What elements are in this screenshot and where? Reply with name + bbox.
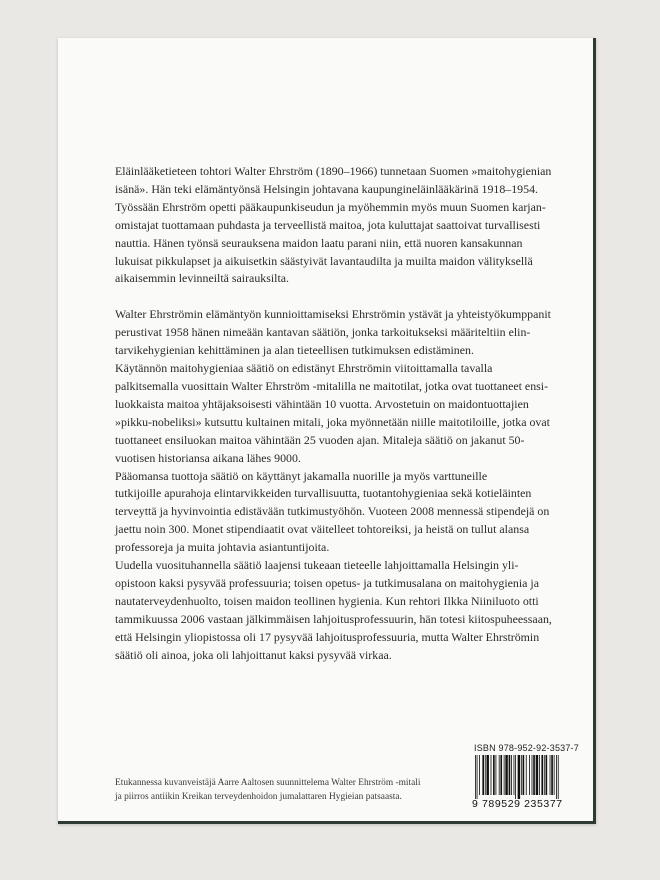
text-line: että Helsingin yliopistossa oli 17 pysyvää lahjoitusprofessuuria, mutta Walter Ehrströmin xyxy=(115,629,540,644)
text-line: opistoon kaksi pysyvää professuuria; toisen opetus- ja tutkimusalana on maitohygienia ja xyxy=(115,575,540,590)
barcode-bar xyxy=(504,755,505,795)
barcode-bar xyxy=(521,755,522,795)
text-line: palkitsemalla vuosittain Walter Ehrström -mitalilla ne maitotilat, jotka ovat tuottaneet ensi- xyxy=(115,378,549,393)
paragraph-4 xyxy=(115,468,585,558)
paragraph-5 xyxy=(115,557,585,664)
text-line: isänä». Hän teki elämäntyönsä Helsingin johtavana kaupungineläinlääkärinä 1918–1954. xyxy=(115,181,538,196)
barcode-bar xyxy=(539,755,540,795)
barcode-bar xyxy=(554,755,555,795)
text-line: Walter Ehrströmin elämäntyön kunnioittamiseksi Ehrströmin ystävät ja yhteistyökumppanit xyxy=(115,307,551,322)
text-line: Käytännön maitohygieniaa säätiö on edistänyt Ehrströmin viitoittamalla tavalla xyxy=(115,361,493,376)
text-line: omistajat tuottamaan puhdasta ja terveellistä maitoa, jota kuluttajat saattoivat turvallisesti xyxy=(115,217,541,232)
text-line: perustivat 1958 hänen nimeään kantavan säätiön, jonka tarkoitukseksi määriteltiin elin- xyxy=(115,325,531,340)
barcode-bar xyxy=(485,755,486,795)
barcode-bar xyxy=(511,755,512,795)
text-line: tutkijoille apurahoja elintarvikkeiden turvallisuutta, tuotantohygieniaa sekä kotieläinten xyxy=(115,486,532,501)
credit-line: ja piirros antiikin Kreikan terveydenhoidon jumalattaren Hygieian patsaasta. xyxy=(115,791,402,802)
barcode-bar xyxy=(532,755,533,795)
barcode-bar xyxy=(551,755,553,795)
text-line: tarvikehygienian kehittäminen ja alan tieteellisen tutkimuksen edistäminen. xyxy=(115,343,474,358)
book-back-cover xyxy=(58,38,596,824)
text-line: tammikuussa 2006 vastaan jälkimmäisen lahjoitusprofessuurin, hän totesi kiitospuheessaan, xyxy=(115,611,552,626)
text-line: jaettu noin 300. Monet stipendiaatit ovat väitelleet tohtoreiksi, ja heistä on tullut alansa xyxy=(115,522,530,537)
text-line: säätiö oli ainoa, joka oli lahjoittanut kaksi pysyvää virkaa. xyxy=(115,647,392,662)
credit-line: Etukannessa kuvanveistäjä Aarre Aaltosen suunnittelema Walter Ehrström -mitali xyxy=(115,778,421,788)
barcode-bar xyxy=(546,755,548,795)
barcode-bar xyxy=(514,755,515,795)
text-line: aikaisemmin levinneiltä sairauksilta. xyxy=(115,271,290,286)
barcode-bar xyxy=(556,755,557,799)
cover-credit xyxy=(115,777,455,804)
barcode-bar xyxy=(544,755,545,795)
barcode-bar xyxy=(541,755,543,795)
text-line: nauttia. Hänen työnsä seurauksena maidon laatu parani niin, että nuoren kansakunnan xyxy=(115,235,523,250)
barcode-bar xyxy=(475,755,476,799)
barcode-bars xyxy=(472,755,590,799)
barcode-bar xyxy=(515,755,516,799)
paragraph-2 xyxy=(115,306,585,360)
barcode-bar xyxy=(500,755,502,795)
body-text xyxy=(115,163,585,664)
barcode-bar xyxy=(477,755,478,799)
barcode-bar xyxy=(533,755,535,795)
text-line: »pikku-nobeliksi» kutsuttu kultainen mitali, joka myönnetään niille maitotiloille, jotka ovat xyxy=(115,414,550,429)
barcode-bar xyxy=(523,755,525,795)
text-line: Työssään Ehrström opetti pääkaupunkiseudun ja myöhemmin myös muun Suomen karjan- xyxy=(115,199,546,214)
barcode-bar xyxy=(550,755,551,795)
text-line: Eläinlääketieteen tohtori Walter Ehrström (1890–1966) tunnetaan Suomen »maitohygienian xyxy=(115,164,552,178)
text-line: Pääomansa tuottoja säätiö on käyttänyt jakamalla nuorille ja myös varttuneille xyxy=(115,468,488,483)
text-line: professoreja ja muita johtavia asiantuntijoita. xyxy=(115,540,330,555)
barcode-bar xyxy=(505,755,507,795)
barcode-bar xyxy=(536,755,538,795)
text-line: Uudella vuosituhannella säätiö laajensi tukeaan tieteelle lahjoittamalla Helsingin yli- xyxy=(115,558,519,573)
barcode-bar xyxy=(558,755,559,799)
barcode-bar xyxy=(509,755,511,795)
barcode-bar xyxy=(493,755,495,795)
barcode-bar xyxy=(496,755,497,795)
text-line: nautaterveydenhuolto, toisen maidon teollinen hygienia. Kun rehtori Ilkka Niiniluoto otti xyxy=(115,593,539,608)
barcode-bar xyxy=(479,755,480,795)
barcode-bar xyxy=(529,755,530,795)
barcode-bar xyxy=(499,755,500,795)
barcode-bar xyxy=(518,755,520,799)
text-line: vuotisen historiansa aikana lähes 9000. xyxy=(115,450,301,465)
text-line: luokkaista maitoa yhtäjaksoisesti vähintään 10 vuotta. Arvostetuin on maidontuottajien xyxy=(115,396,529,411)
barcode-bar xyxy=(486,755,488,795)
text-line: tuottaneet ensiluokan maitoa vähintään 25 vuoden ajan. Mitaleja säätiö on jakanut 50- xyxy=(115,432,525,447)
barcode-number: 9 789529 235377 xyxy=(472,798,563,810)
barcode-bar xyxy=(491,755,492,795)
barcode-bar xyxy=(482,755,484,795)
barcode-bar xyxy=(526,755,527,795)
paragraph-3 xyxy=(115,360,585,467)
isbn-barcode xyxy=(472,743,592,810)
text-line: terveyttä ja hyvinvointia edistävään tutkimustyöhön. Vuoteen 2008 mennessä stipendejä on xyxy=(115,504,550,519)
paragraph-1 xyxy=(115,163,585,288)
isbn-label: ISBN 978-952-92-3537-7 xyxy=(474,743,579,753)
text-line: lukuisat pikkulapset ja aikuisetkin säästyivät lavantaudilta ja muilta maidon välityksellä xyxy=(115,253,533,268)
